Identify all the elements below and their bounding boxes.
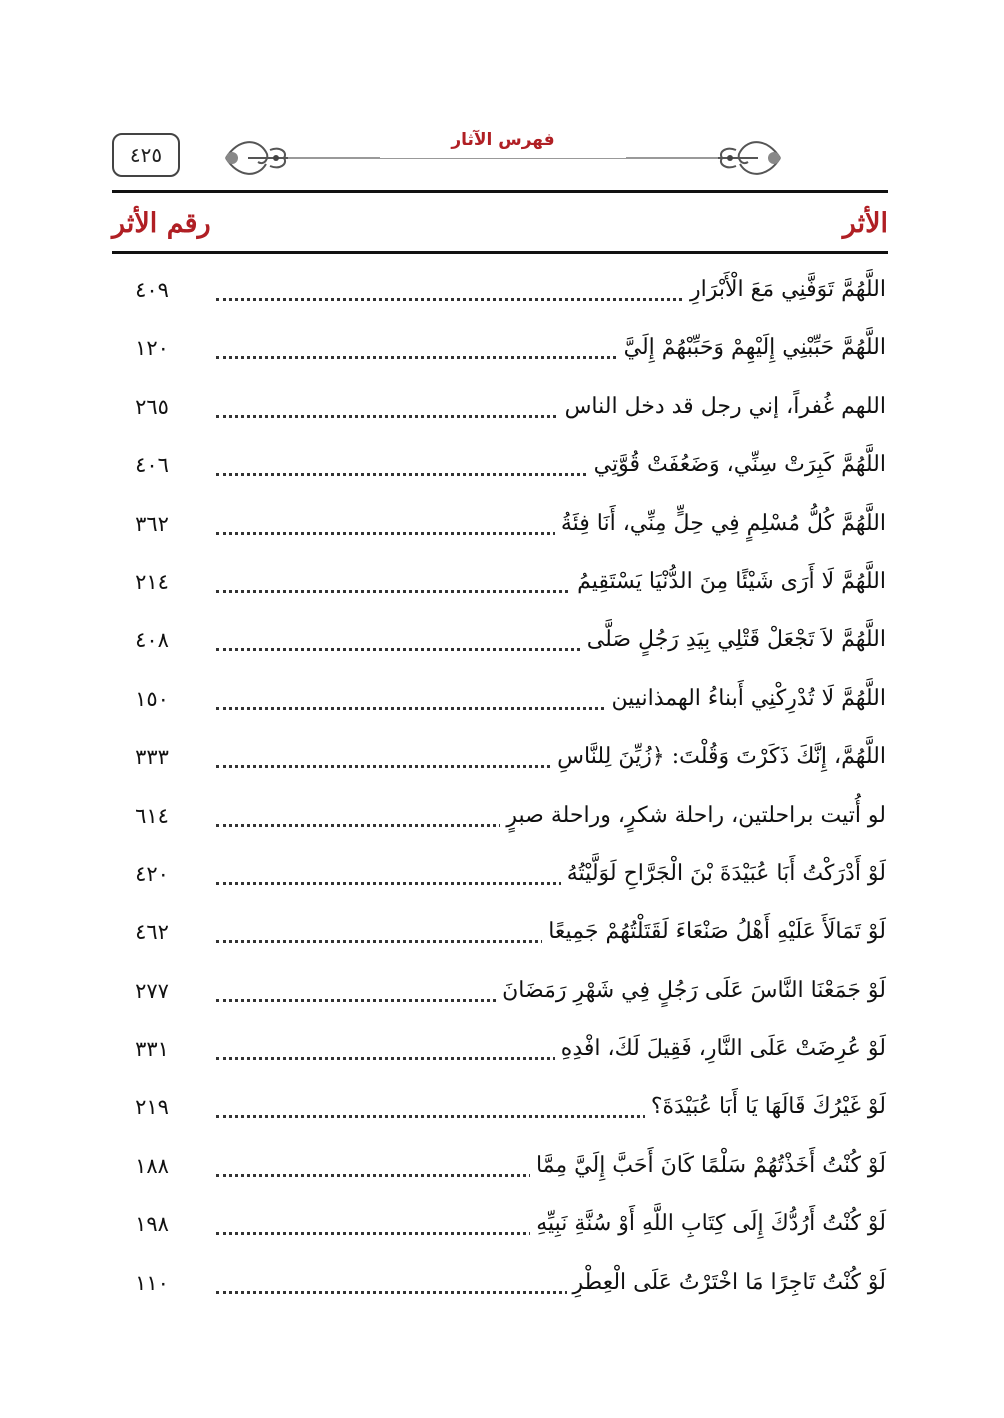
index-entry (112, 788, 888, 846)
entry-text: اللَّهُمَّ لَا تُدْرِكْنِي أَبناءُ الهمذانيين (605, 679, 886, 719)
index-entry (112, 437, 888, 495)
index-entry (112, 1021, 888, 1079)
index-entry (112, 904, 888, 962)
entry-text: لَوْ عُرِضَتْ عَلَى النَّارِ، فَقِيلَ لَكَ، افْدِهِ (555, 1029, 886, 1069)
entry-text: لَوْ تَمَالَأَ عَلَيْهِ أَهْلُ صَنْعَاءَ لَقَتَلْتُهُمْ جَمِيعًا (542, 912, 886, 952)
index-entry (112, 729, 888, 787)
entry-text: اللَّهُمَّ، إِنَّكَ ذَكَرْتَ وَقُلْتَ: ﴿زُيِّنَ لِلنَّاسِ (551, 737, 886, 777)
athar-index-list (112, 262, 888, 1313)
index-entry (112, 262, 888, 320)
index-entry (112, 496, 888, 554)
entry-text: لَوْ جَمَعْنَا النَّاسَ عَلَى رَجُلٍ فِي شَهْرِ رَمَضَانَ (496, 971, 886, 1011)
entry-number: ٣٦٢ (135, 511, 169, 536)
index-entry (112, 963, 888, 1021)
number-column-heading: رقم الأثر (112, 208, 211, 239)
entry-number: ١٩٨ (135, 1212, 169, 1237)
entry-number: ١٢٠ (135, 336, 169, 361)
entry-number: ٤٠٦ (135, 453, 169, 478)
page-number: ٤٢٥ (112, 133, 180, 177)
index-entry (112, 379, 888, 437)
index-entry (112, 320, 888, 378)
index-entry (112, 671, 888, 729)
entry-number: ٤٠٩ (135, 278, 169, 302)
entry-number: ٤٦٢ (135, 920, 169, 945)
entry-number: ٣٣٣ (135, 745, 169, 770)
index-entry (112, 1079, 888, 1137)
entry-text: لَوْ أَدْرَكْتُ أَبَا عُبَيْدَةَ بْنَ الْجَرَّاحِ لَوَلَّيْتُهُ (561, 854, 886, 894)
entry-number: ١٨٨ (135, 1153, 169, 1178)
entry-number: ٢١٩ (135, 1095, 169, 1120)
entry-text: اللَّهُمَّ كَبِرَتْ سِنِّي، وَضَعُفَتْ قُوَّتِي (588, 445, 886, 485)
entry-text: اللَّهُمَّ لاَ تَجْعَلْ قَتْلِي بِيَدِ رَجُلٍ صَلَّى (581, 620, 886, 660)
index-entry (112, 1196, 888, 1254)
entry-text: لَوْ غَيْرُكَ قَالَهَا يَا أَبَا عُبَيْدَةَ؟ (645, 1087, 886, 1127)
entry-text: اللَّهُمَّ حَبِّبْنِي إِلَيْهِمْ وَحَبِّبْهُمْ إِلَيَّ (618, 328, 886, 368)
entry-text: اللَّهُمَّ تَوَفَّنِي مَعَ الْأَبْرَارِ (684, 270, 886, 310)
entry-number: ٤٢٠ (135, 861, 169, 886)
entry-text: اللَّهُمَّ كُلُّ مُسْلِمٍ فِي حِلٍّ مِنِّي، أَنَا فِئَةُ (555, 504, 886, 544)
entry-text: لَوْ كُنْتُ أَرُدُّكَ إِلَى كِتَابِ اللَّهِ أَوْ سُنَّةِ نَبِيِّهِ (530, 1204, 886, 1244)
entry-text: اللَّهُمَّ لَا أَرَى شَيْئًا مِنَ الدُّنْيَا يَسْتَقِيمُ (571, 562, 886, 602)
entry-text: لو أُتيت براحلتين، راحلة شكرٍ، وراحلة صبرٍ (500, 796, 886, 836)
entry-number: ٣٣١ (135, 1037, 169, 1062)
index-entry (112, 554, 888, 612)
heading-rule (112, 251, 888, 254)
entry-number: ١٥٠ (135, 686, 169, 711)
entry-text: لَوْ كُنْتُ تَاجِرًا مَا اخْتَرْتُ عَلَى الْعِطْرِ (567, 1263, 886, 1303)
entry-number: ٦١٤ (135, 803, 169, 828)
entry-number: ٢١٤ (135, 569, 169, 594)
entry-number: ٢٦٥ (135, 394, 169, 419)
entry-number: ٤٠٨ (135, 628, 169, 653)
entry-number: ١١٠ (135, 1270, 169, 1295)
index-entry (112, 1138, 888, 1196)
index-entry (112, 612, 888, 670)
top-rule (112, 190, 888, 193)
entry-text: اللهم غُفراً، إني رجل قد دخل الناس (559, 387, 886, 427)
index-entry (112, 846, 888, 904)
index-entry (112, 1255, 888, 1313)
athar-column-heading: الأثر (842, 208, 888, 239)
entry-number: ٢٧٧ (135, 978, 169, 1003)
running-title: فهرس الآثار (380, 130, 626, 158)
entry-text: لَوْ كُنْتُ أَخَذْتُهُمْ سَلْمًا كَانَ أَحَبَّ إِلَيَّ مِمَّا (530, 1146, 886, 1186)
